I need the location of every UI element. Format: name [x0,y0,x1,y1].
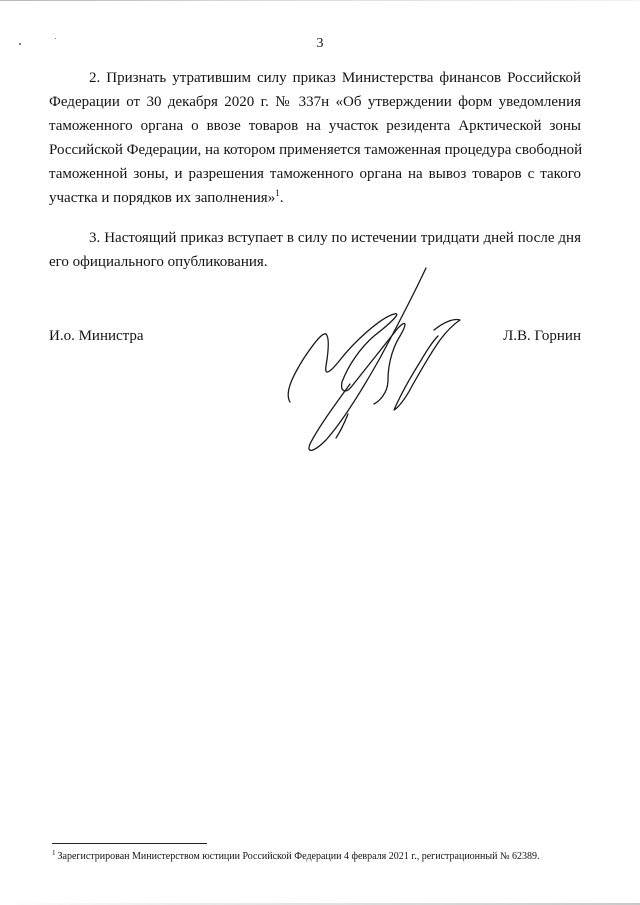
footnote [52,850,592,863]
paragraph-line-tail: . [279,190,284,206]
signer-name: Л.В. Горнин [503,328,581,344]
scan-speck [55,38,56,39]
paragraph-line: таможенного органа о ввозе товаров на участок резидента Арктической зоны [49,118,581,134]
footnote-text: Зарегистрирован Министерством юстиции Российской Федерации 4 февраля 2021 г., регистрационный № 62389. [57,851,540,862]
page-number: 3 [316,36,324,51]
signature-stroke [288,314,405,404]
paragraph-line: Федерации от 30 декабря 2020 г. № 337н «Об утверждении форм уведомления [49,94,581,110]
handwritten-signature [270,262,470,457]
paragraph-line: Российской Федерации, на котором применяется таможенная процедура свободной [49,142,583,158]
paragraph-line: его официального опубликования. [49,254,268,270]
scan-speck [19,43,21,45]
paragraph-line: 3. Настоящий приказ вступает в силу по истечении тридцати дней после дня [89,230,581,246]
paragraph-line-text: участка и порядков их заполнения» [49,190,276,206]
footnote-separator [52,843,207,844]
scan-edge-top [0,0,640,1]
paragraph-line: таможенной зоны, и разрешения таможенного органа на вывоз товаров с такого [49,166,581,182]
footnote-mark: 1 [52,848,56,857]
signature-stroke [394,319,460,410]
paragraph-last-line [49,186,581,210]
footnote-reference: 1 [275,188,280,198]
paragraph-2 [49,66,581,210]
paragraph-line: 2. Признать утратившим силу приказ Министерства финансов Российской [89,70,581,86]
signer-title: И.о. Министра [49,328,144,344]
